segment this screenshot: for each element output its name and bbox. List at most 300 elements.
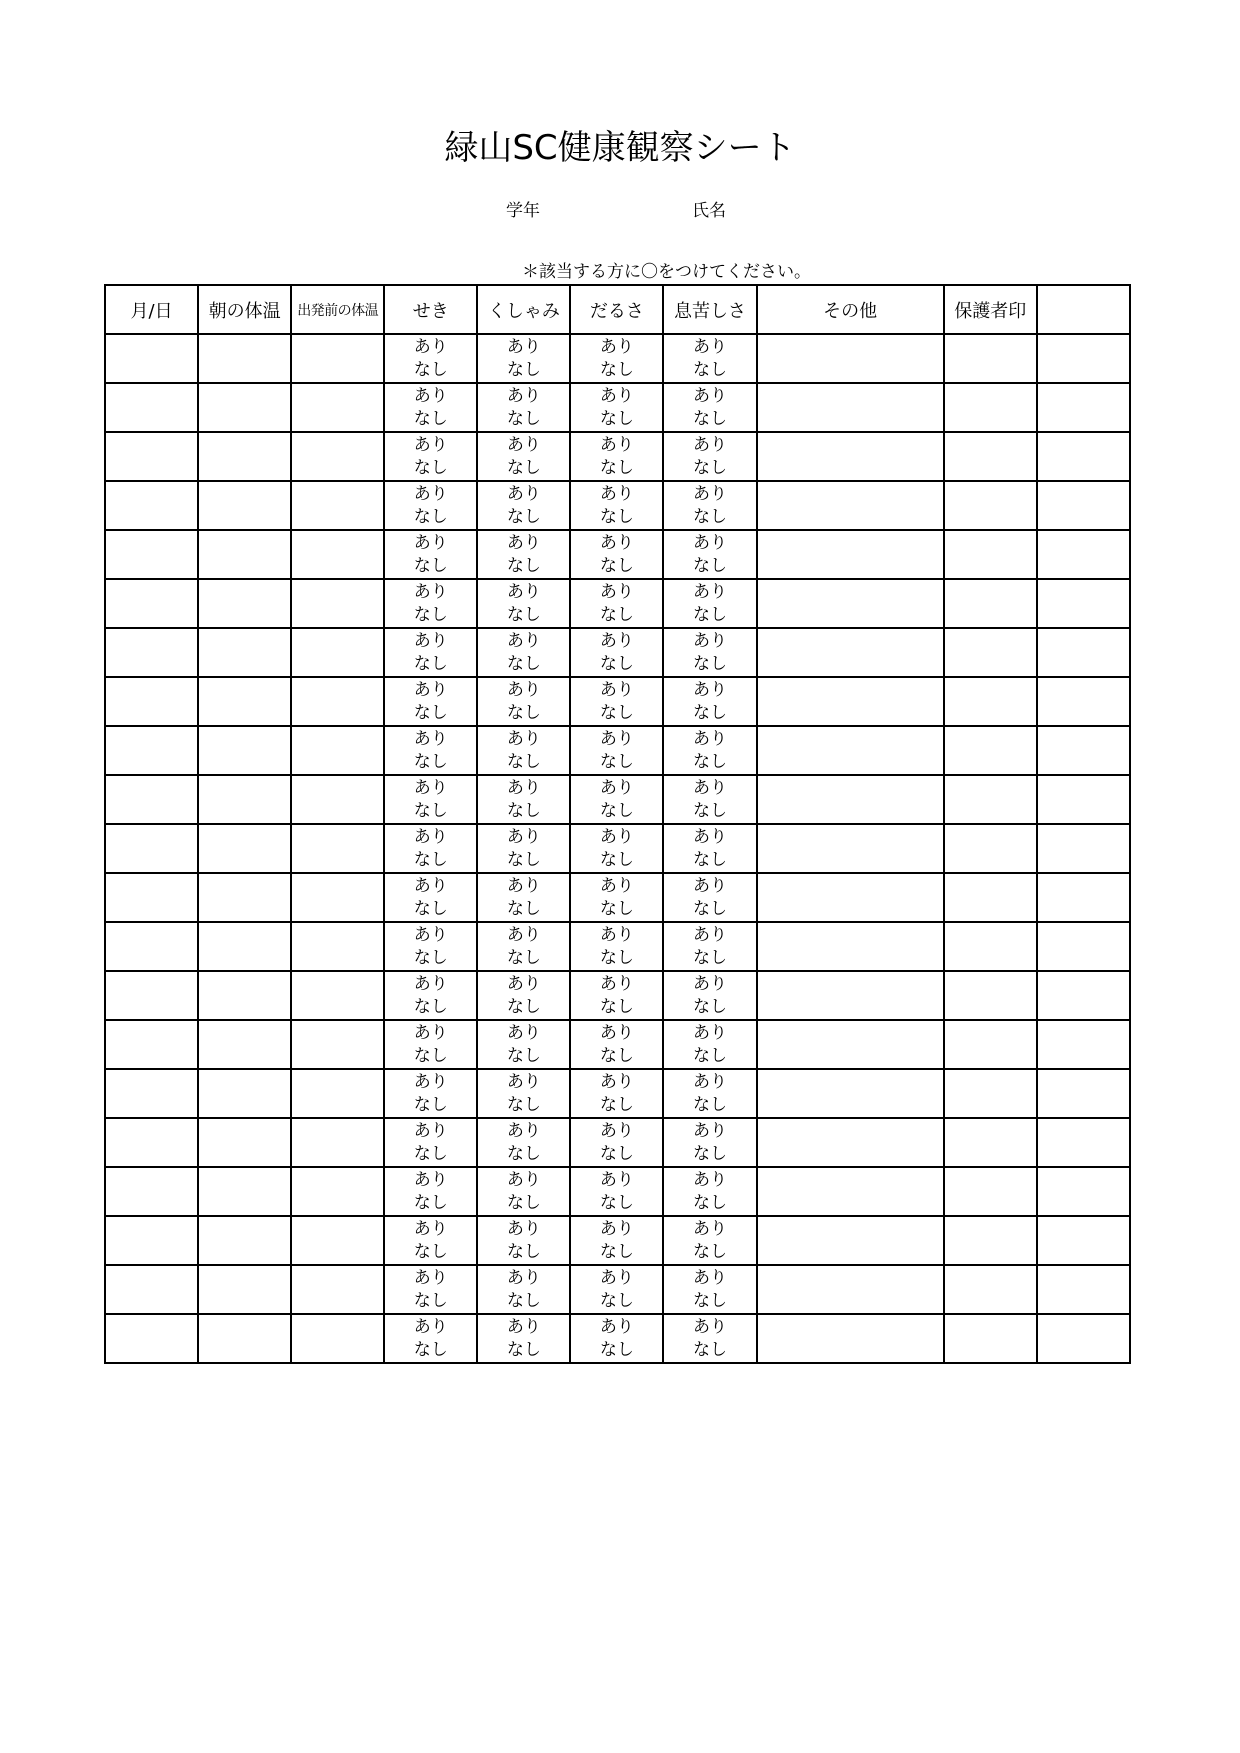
choice-yes[interactable]: あり bbox=[506, 1267, 541, 1288]
date-cell[interactable] bbox=[105, 530, 198, 579]
fatigue-cell[interactable] bbox=[570, 1118, 663, 1167]
other-cell[interactable] bbox=[757, 1265, 944, 1314]
guardian-stamp-cell[interactable] bbox=[944, 824, 1037, 873]
choice-yes[interactable]: あり bbox=[506, 826, 541, 847]
sneeze-cell[interactable] bbox=[477, 481, 570, 530]
choice-yes[interactable]: あり bbox=[693, 875, 727, 896]
choice-yes[interactable]: あり bbox=[693, 924, 727, 945]
sneeze-cell[interactable] bbox=[477, 1118, 570, 1167]
choice-no[interactable]: なし bbox=[506, 898, 541, 919]
departure-temp-cell[interactable] bbox=[291, 1167, 384, 1216]
choice-yes[interactable]: あり bbox=[693, 1071, 727, 1092]
departure-temp-cell[interactable] bbox=[291, 628, 384, 677]
sneeze-cell[interactable] bbox=[477, 1069, 570, 1118]
morning-temp-cell[interactable] bbox=[198, 873, 291, 922]
choice-no[interactable]: なし bbox=[413, 653, 448, 674]
choice-no[interactable]: なし bbox=[506, 1241, 541, 1262]
extra-cell[interactable] bbox=[1037, 726, 1130, 775]
choice-yes[interactable]: あり bbox=[693, 1169, 727, 1190]
departure-temp-cell[interactable] bbox=[291, 873, 384, 922]
breath-cell[interactable] bbox=[663, 873, 756, 922]
choice-no[interactable]: なし bbox=[413, 1143, 448, 1164]
fatigue-cell[interactable] bbox=[570, 530, 663, 579]
choice-yes[interactable]: あり bbox=[693, 973, 727, 994]
choice-no[interactable]: なし bbox=[506, 996, 541, 1017]
choice-yes[interactable]: あり bbox=[413, 336, 448, 357]
date-cell[interactable] bbox=[105, 775, 198, 824]
choice-no[interactable]: なし bbox=[693, 1045, 727, 1066]
fatigue-cell[interactable] bbox=[570, 1069, 663, 1118]
choice-yes[interactable]: あり bbox=[413, 679, 448, 700]
extra-cell[interactable] bbox=[1037, 971, 1130, 1020]
choice-yes[interactable]: あり bbox=[599, 728, 634, 749]
choice-no[interactable]: なし bbox=[693, 996, 727, 1017]
choice-no[interactable]: なし bbox=[413, 1290, 448, 1311]
morning-temp-cell[interactable] bbox=[198, 775, 291, 824]
guardian-stamp-cell[interactable] bbox=[944, 1020, 1037, 1069]
departure-temp-cell[interactable] bbox=[291, 432, 384, 481]
fatigue-cell[interactable] bbox=[570, 1216, 663, 1265]
fatigue-cell[interactable] bbox=[570, 334, 663, 383]
choice-no[interactable]: なし bbox=[413, 1045, 448, 1066]
morning-temp-cell[interactable] bbox=[198, 628, 291, 677]
other-cell[interactable] bbox=[757, 1314, 944, 1363]
choice-no[interactable]: なし bbox=[599, 800, 634, 821]
guardian-stamp-cell[interactable] bbox=[944, 579, 1037, 628]
cough-cell[interactable] bbox=[384, 1069, 477, 1118]
cough-cell[interactable] bbox=[384, 1020, 477, 1069]
guardian-stamp-cell[interactable] bbox=[944, 1118, 1037, 1167]
sneeze-cell[interactable] bbox=[477, 971, 570, 1020]
departure-temp-cell[interactable] bbox=[291, 1069, 384, 1118]
departure-temp-cell[interactable] bbox=[291, 530, 384, 579]
departure-temp-cell[interactable] bbox=[291, 1265, 384, 1314]
fatigue-cell[interactable] bbox=[570, 628, 663, 677]
breath-cell[interactable] bbox=[663, 677, 756, 726]
choice-no[interactable]: なし bbox=[693, 1143, 727, 1164]
choice-no[interactable]: なし bbox=[599, 506, 634, 527]
choice-yes[interactable]: あり bbox=[599, 532, 634, 553]
choice-yes[interactable]: あり bbox=[413, 924, 448, 945]
choice-no[interactable]: なし bbox=[506, 506, 541, 527]
choice-yes[interactable]: あり bbox=[599, 1267, 634, 1288]
choice-no[interactable]: なし bbox=[693, 1094, 727, 1115]
breath-cell[interactable] bbox=[663, 1020, 756, 1069]
choice-no[interactable]: なし bbox=[506, 751, 541, 772]
extra-cell[interactable] bbox=[1037, 1265, 1130, 1314]
choice-yes[interactable]: あり bbox=[506, 1316, 541, 1337]
date-cell[interactable] bbox=[105, 1020, 198, 1069]
other-cell[interactable] bbox=[757, 726, 944, 775]
date-cell[interactable] bbox=[105, 432, 198, 481]
other-cell[interactable] bbox=[757, 334, 944, 383]
extra-cell[interactable] bbox=[1037, 530, 1130, 579]
choice-yes[interactable]: あり bbox=[693, 728, 727, 749]
departure-temp-cell[interactable] bbox=[291, 775, 384, 824]
fatigue-cell[interactable] bbox=[570, 481, 663, 530]
other-cell[interactable] bbox=[757, 1020, 944, 1069]
choice-yes[interactable]: あり bbox=[506, 1169, 541, 1190]
date-cell[interactable] bbox=[105, 1118, 198, 1167]
guardian-stamp-cell[interactable] bbox=[944, 1167, 1037, 1216]
other-cell[interactable] bbox=[757, 824, 944, 873]
sneeze-cell[interactable] bbox=[477, 579, 570, 628]
fatigue-cell[interactable] bbox=[570, 726, 663, 775]
choice-no[interactable]: なし bbox=[599, 604, 634, 625]
morning-temp-cell[interactable] bbox=[198, 383, 291, 432]
choice-yes[interactable]: あり bbox=[506, 728, 541, 749]
morning-temp-cell[interactable] bbox=[198, 824, 291, 873]
choice-yes[interactable]: あり bbox=[693, 630, 727, 651]
breath-cell[interactable] bbox=[663, 971, 756, 1020]
choice-yes[interactable]: あり bbox=[506, 630, 541, 651]
choice-no[interactable]: なし bbox=[413, 506, 448, 527]
cough-cell[interactable] bbox=[384, 334, 477, 383]
departure-temp-cell[interactable] bbox=[291, 1118, 384, 1167]
choice-no[interactable]: なし bbox=[599, 1339, 634, 1360]
choice-yes[interactable]: あり bbox=[599, 1120, 634, 1141]
choice-no[interactable]: なし bbox=[506, 653, 541, 674]
other-cell[interactable] bbox=[757, 1216, 944, 1265]
choice-yes[interactable]: あり bbox=[599, 630, 634, 651]
departure-temp-cell[interactable] bbox=[291, 1216, 384, 1265]
other-cell[interactable] bbox=[757, 775, 944, 824]
cough-cell[interactable] bbox=[384, 432, 477, 481]
choice-yes[interactable]: あり bbox=[413, 1169, 448, 1190]
sneeze-cell[interactable] bbox=[477, 1020, 570, 1069]
morning-temp-cell[interactable] bbox=[198, 1216, 291, 1265]
choice-yes[interactable]: あり bbox=[693, 777, 727, 798]
fatigue-cell[interactable] bbox=[570, 824, 663, 873]
breath-cell[interactable] bbox=[663, 1167, 756, 1216]
sneeze-cell[interactable] bbox=[477, 432, 570, 481]
choice-yes[interactable]: あり bbox=[506, 581, 541, 602]
choice-yes[interactable]: あり bbox=[599, 385, 634, 406]
sneeze-cell[interactable] bbox=[477, 1314, 570, 1363]
choice-no[interactable]: なし bbox=[506, 1143, 541, 1164]
choice-yes[interactable]: あり bbox=[506, 483, 541, 504]
departure-temp-cell[interactable] bbox=[291, 579, 384, 628]
choice-no[interactable]: なし bbox=[693, 947, 727, 968]
choice-yes[interactable]: あり bbox=[599, 679, 634, 700]
extra-cell[interactable] bbox=[1037, 775, 1130, 824]
choice-yes[interactable]: あり bbox=[413, 1022, 448, 1043]
sneeze-cell[interactable] bbox=[477, 775, 570, 824]
fatigue-cell[interactable] bbox=[570, 1167, 663, 1216]
morning-temp-cell[interactable] bbox=[198, 481, 291, 530]
choice-no[interactable]: なし bbox=[413, 751, 448, 772]
choice-yes[interactable]: あり bbox=[599, 1218, 634, 1239]
guardian-stamp-cell[interactable] bbox=[944, 334, 1037, 383]
other-cell[interactable] bbox=[757, 579, 944, 628]
sneeze-cell[interactable] bbox=[477, 677, 570, 726]
choice-no[interactable]: なし bbox=[599, 555, 634, 576]
extra-cell[interactable] bbox=[1037, 481, 1130, 530]
cough-cell[interactable] bbox=[384, 628, 477, 677]
fatigue-cell[interactable] bbox=[570, 971, 663, 1020]
fatigue-cell[interactable] bbox=[570, 1020, 663, 1069]
choice-yes[interactable]: あり bbox=[413, 1071, 448, 1092]
choice-yes[interactable]: あり bbox=[693, 1316, 727, 1337]
morning-temp-cell[interactable] bbox=[198, 1020, 291, 1069]
choice-yes[interactable]: あり bbox=[413, 728, 448, 749]
departure-temp-cell[interactable] bbox=[291, 1314, 384, 1363]
choice-no[interactable]: なし bbox=[413, 1241, 448, 1262]
choice-yes[interactable]: あり bbox=[506, 1022, 541, 1043]
choice-no[interactable]: なし bbox=[693, 800, 727, 821]
cough-cell[interactable] bbox=[384, 383, 477, 432]
other-cell[interactable] bbox=[757, 1069, 944, 1118]
breath-cell[interactable] bbox=[663, 530, 756, 579]
cough-cell[interactable] bbox=[384, 873, 477, 922]
choice-yes[interactable]: あり bbox=[413, 434, 448, 455]
date-cell[interactable] bbox=[105, 1314, 198, 1363]
cough-cell[interactable] bbox=[384, 677, 477, 726]
choice-no[interactable]: なし bbox=[693, 457, 727, 478]
choice-no[interactable]: なし bbox=[413, 996, 448, 1017]
choice-no[interactable]: なし bbox=[693, 555, 727, 576]
date-cell[interactable] bbox=[105, 971, 198, 1020]
choice-no[interactable]: なし bbox=[693, 506, 727, 527]
choice-no[interactable]: なし bbox=[599, 1290, 634, 1311]
date-cell[interactable] bbox=[105, 873, 198, 922]
breath-cell[interactable] bbox=[663, 334, 756, 383]
fatigue-cell[interactable] bbox=[570, 677, 663, 726]
extra-cell[interactable] bbox=[1037, 1216, 1130, 1265]
cough-cell[interactable] bbox=[384, 1265, 477, 1314]
cough-cell[interactable] bbox=[384, 1216, 477, 1265]
guardian-stamp-cell[interactable] bbox=[944, 873, 1037, 922]
choice-no[interactable]: なし bbox=[693, 849, 727, 870]
extra-cell[interactable] bbox=[1037, 1069, 1130, 1118]
choice-no[interactable]: なし bbox=[413, 359, 448, 380]
date-cell[interactable] bbox=[105, 481, 198, 530]
choice-no[interactable]: なし bbox=[599, 751, 634, 772]
choice-yes[interactable]: あり bbox=[693, 1022, 727, 1043]
sneeze-cell[interactable] bbox=[477, 628, 570, 677]
choice-no[interactable]: なし bbox=[599, 1192, 634, 1213]
breath-cell[interactable] bbox=[663, 481, 756, 530]
choice-yes[interactable]: あり bbox=[599, 777, 634, 798]
choice-no[interactable]: なし bbox=[413, 702, 448, 723]
breath-cell[interactable] bbox=[663, 1314, 756, 1363]
choice-yes[interactable]: あり bbox=[506, 973, 541, 994]
choice-yes[interactable]: あり bbox=[599, 875, 634, 896]
sneeze-cell[interactable] bbox=[477, 530, 570, 579]
fatigue-cell[interactable] bbox=[570, 579, 663, 628]
fatigue-cell[interactable] bbox=[570, 775, 663, 824]
cough-cell[interactable] bbox=[384, 1167, 477, 1216]
cough-cell[interactable] bbox=[384, 922, 477, 971]
sneeze-cell[interactable] bbox=[477, 922, 570, 971]
choice-no[interactable]: なし bbox=[599, 408, 634, 429]
choice-yes[interactable]: あり bbox=[506, 434, 541, 455]
breath-cell[interactable] bbox=[663, 824, 756, 873]
morning-temp-cell[interactable] bbox=[198, 971, 291, 1020]
choice-no[interactable]: なし bbox=[413, 604, 448, 625]
choice-no[interactable]: なし bbox=[413, 947, 448, 968]
cough-cell[interactable] bbox=[384, 530, 477, 579]
extra-cell[interactable] bbox=[1037, 824, 1130, 873]
choice-no[interactable]: なし bbox=[693, 408, 727, 429]
choice-no[interactable]: なし bbox=[506, 604, 541, 625]
other-cell[interactable] bbox=[757, 481, 944, 530]
choice-no[interactable]: なし bbox=[413, 849, 448, 870]
breath-cell[interactable] bbox=[663, 1069, 756, 1118]
choice-no[interactable]: なし bbox=[693, 653, 727, 674]
breath-cell[interactable] bbox=[663, 1216, 756, 1265]
date-cell[interactable] bbox=[105, 1069, 198, 1118]
choice-no[interactable]: なし bbox=[506, 555, 541, 576]
choice-yes[interactable]: あり bbox=[599, 581, 634, 602]
breath-cell[interactable] bbox=[663, 1265, 756, 1314]
cough-cell[interactable] bbox=[384, 1118, 477, 1167]
breath-cell[interactable] bbox=[663, 628, 756, 677]
other-cell[interactable] bbox=[757, 922, 944, 971]
choice-no[interactable]: なし bbox=[506, 849, 541, 870]
choice-no[interactable]: なし bbox=[413, 800, 448, 821]
choice-no[interactable]: なし bbox=[599, 359, 634, 380]
fatigue-cell[interactable] bbox=[570, 1265, 663, 1314]
choice-no[interactable]: なし bbox=[413, 555, 448, 576]
choice-yes[interactable]: あり bbox=[599, 1316, 634, 1337]
choice-no[interactable]: なし bbox=[506, 1094, 541, 1115]
fatigue-cell[interactable] bbox=[570, 383, 663, 432]
choice-no[interactable]: なし bbox=[599, 996, 634, 1017]
guardian-stamp-cell[interactable] bbox=[944, 530, 1037, 579]
choice-yes[interactable]: あり bbox=[413, 1120, 448, 1141]
cough-cell[interactable] bbox=[384, 971, 477, 1020]
choice-yes[interactable]: あり bbox=[413, 973, 448, 994]
choice-yes[interactable]: あり bbox=[599, 1022, 634, 1043]
choice-yes[interactable]: あり bbox=[413, 1267, 448, 1288]
choice-no[interactable]: なし bbox=[693, 1241, 727, 1262]
departure-temp-cell[interactable] bbox=[291, 726, 384, 775]
choice-yes[interactable]: あり bbox=[599, 1071, 634, 1092]
other-cell[interactable] bbox=[757, 971, 944, 1020]
choice-yes[interactable]: あり bbox=[599, 826, 634, 847]
sneeze-cell[interactable] bbox=[477, 334, 570, 383]
guardian-stamp-cell[interactable] bbox=[944, 922, 1037, 971]
guardian-stamp-cell[interactable] bbox=[944, 628, 1037, 677]
sneeze-cell[interactable] bbox=[477, 1216, 570, 1265]
choice-yes[interactable]: あり bbox=[693, 336, 727, 357]
other-cell[interactable] bbox=[757, 432, 944, 481]
choice-yes[interactable]: あり bbox=[413, 581, 448, 602]
fatigue-cell[interactable] bbox=[570, 1314, 663, 1363]
cough-cell[interactable] bbox=[384, 579, 477, 628]
choice-no[interactable]: なし bbox=[599, 702, 634, 723]
cough-cell[interactable] bbox=[384, 1314, 477, 1363]
choice-yes[interactable]: あり bbox=[693, 581, 727, 602]
choice-no[interactable]: なし bbox=[506, 1045, 541, 1066]
breath-cell[interactable] bbox=[663, 383, 756, 432]
choice-yes[interactable]: あり bbox=[693, 434, 727, 455]
breath-cell[interactable] bbox=[663, 775, 756, 824]
choice-yes[interactable]: あり bbox=[693, 1218, 727, 1239]
cough-cell[interactable] bbox=[384, 824, 477, 873]
choice-yes[interactable]: あり bbox=[693, 826, 727, 847]
choice-no[interactable]: なし bbox=[599, 898, 634, 919]
choice-yes[interactable]: あり bbox=[413, 532, 448, 553]
sneeze-cell[interactable] bbox=[477, 726, 570, 775]
choice-no[interactable]: なし bbox=[693, 359, 727, 380]
morning-temp-cell[interactable] bbox=[198, 1069, 291, 1118]
choice-yes[interactable]: あり bbox=[506, 1218, 541, 1239]
choice-no[interactable]: なし bbox=[413, 898, 448, 919]
choice-yes[interactable]: あり bbox=[599, 483, 634, 504]
breath-cell[interactable] bbox=[663, 922, 756, 971]
other-cell[interactable] bbox=[757, 873, 944, 922]
guardian-stamp-cell[interactable] bbox=[944, 383, 1037, 432]
choice-yes[interactable]: あり bbox=[506, 1071, 541, 1092]
morning-temp-cell[interactable] bbox=[198, 334, 291, 383]
morning-temp-cell[interactable] bbox=[198, 432, 291, 481]
extra-cell[interactable] bbox=[1037, 579, 1130, 628]
choice-no[interactable]: なし bbox=[599, 653, 634, 674]
choice-yes[interactable]: あり bbox=[506, 924, 541, 945]
morning-temp-cell[interactable] bbox=[198, 1314, 291, 1363]
choice-yes[interactable]: あり bbox=[506, 777, 541, 798]
morning-temp-cell[interactable] bbox=[198, 1265, 291, 1314]
choice-yes[interactable]: あり bbox=[599, 336, 634, 357]
choice-no[interactable]: なし bbox=[599, 1143, 634, 1164]
choice-yes[interactable]: あり bbox=[506, 385, 541, 406]
date-cell[interactable] bbox=[105, 1167, 198, 1216]
choice-yes[interactable]: あり bbox=[599, 924, 634, 945]
choice-no[interactable]: なし bbox=[413, 1339, 448, 1360]
date-cell[interactable] bbox=[105, 383, 198, 432]
choice-no[interactable]: なし bbox=[506, 800, 541, 821]
breath-cell[interactable] bbox=[663, 726, 756, 775]
extra-cell[interactable] bbox=[1037, 334, 1130, 383]
morning-temp-cell[interactable] bbox=[198, 677, 291, 726]
date-cell[interactable] bbox=[105, 824, 198, 873]
choice-yes[interactable]: あり bbox=[413, 385, 448, 406]
other-cell[interactable] bbox=[757, 1118, 944, 1167]
choice-no[interactable]: なし bbox=[506, 1339, 541, 1360]
guardian-stamp-cell[interactable] bbox=[944, 1314, 1037, 1363]
breath-cell[interactable] bbox=[663, 1118, 756, 1167]
choice-no[interactable]: なし bbox=[506, 457, 541, 478]
guardian-stamp-cell[interactable] bbox=[944, 677, 1037, 726]
guardian-stamp-cell[interactable] bbox=[944, 1265, 1037, 1314]
choice-no[interactable]: なし bbox=[693, 751, 727, 772]
date-cell[interactable] bbox=[105, 922, 198, 971]
choice-yes[interactable]: あり bbox=[693, 532, 727, 553]
date-cell[interactable] bbox=[105, 334, 198, 383]
choice-no[interactable]: なし bbox=[506, 1290, 541, 1311]
sneeze-cell[interactable] bbox=[477, 824, 570, 873]
choice-no[interactable]: なし bbox=[413, 1192, 448, 1213]
guardian-stamp-cell[interactable] bbox=[944, 432, 1037, 481]
departure-temp-cell[interactable] bbox=[291, 922, 384, 971]
choice-yes[interactable]: あり bbox=[506, 875, 541, 896]
date-cell[interactable] bbox=[105, 726, 198, 775]
departure-temp-cell[interactable] bbox=[291, 824, 384, 873]
date-cell[interactable] bbox=[105, 579, 198, 628]
morning-temp-cell[interactable] bbox=[198, 530, 291, 579]
departure-temp-cell[interactable] bbox=[291, 971, 384, 1020]
choice-yes[interactable]: あり bbox=[506, 679, 541, 700]
choice-no[interactable]: なし bbox=[693, 1290, 727, 1311]
choice-yes[interactable]: あり bbox=[693, 679, 727, 700]
sneeze-cell[interactable] bbox=[477, 1167, 570, 1216]
choice-yes[interactable]: あり bbox=[693, 385, 727, 406]
date-cell[interactable] bbox=[105, 628, 198, 677]
choice-yes[interactable]: あり bbox=[506, 1120, 541, 1141]
morning-temp-cell[interactable] bbox=[198, 726, 291, 775]
